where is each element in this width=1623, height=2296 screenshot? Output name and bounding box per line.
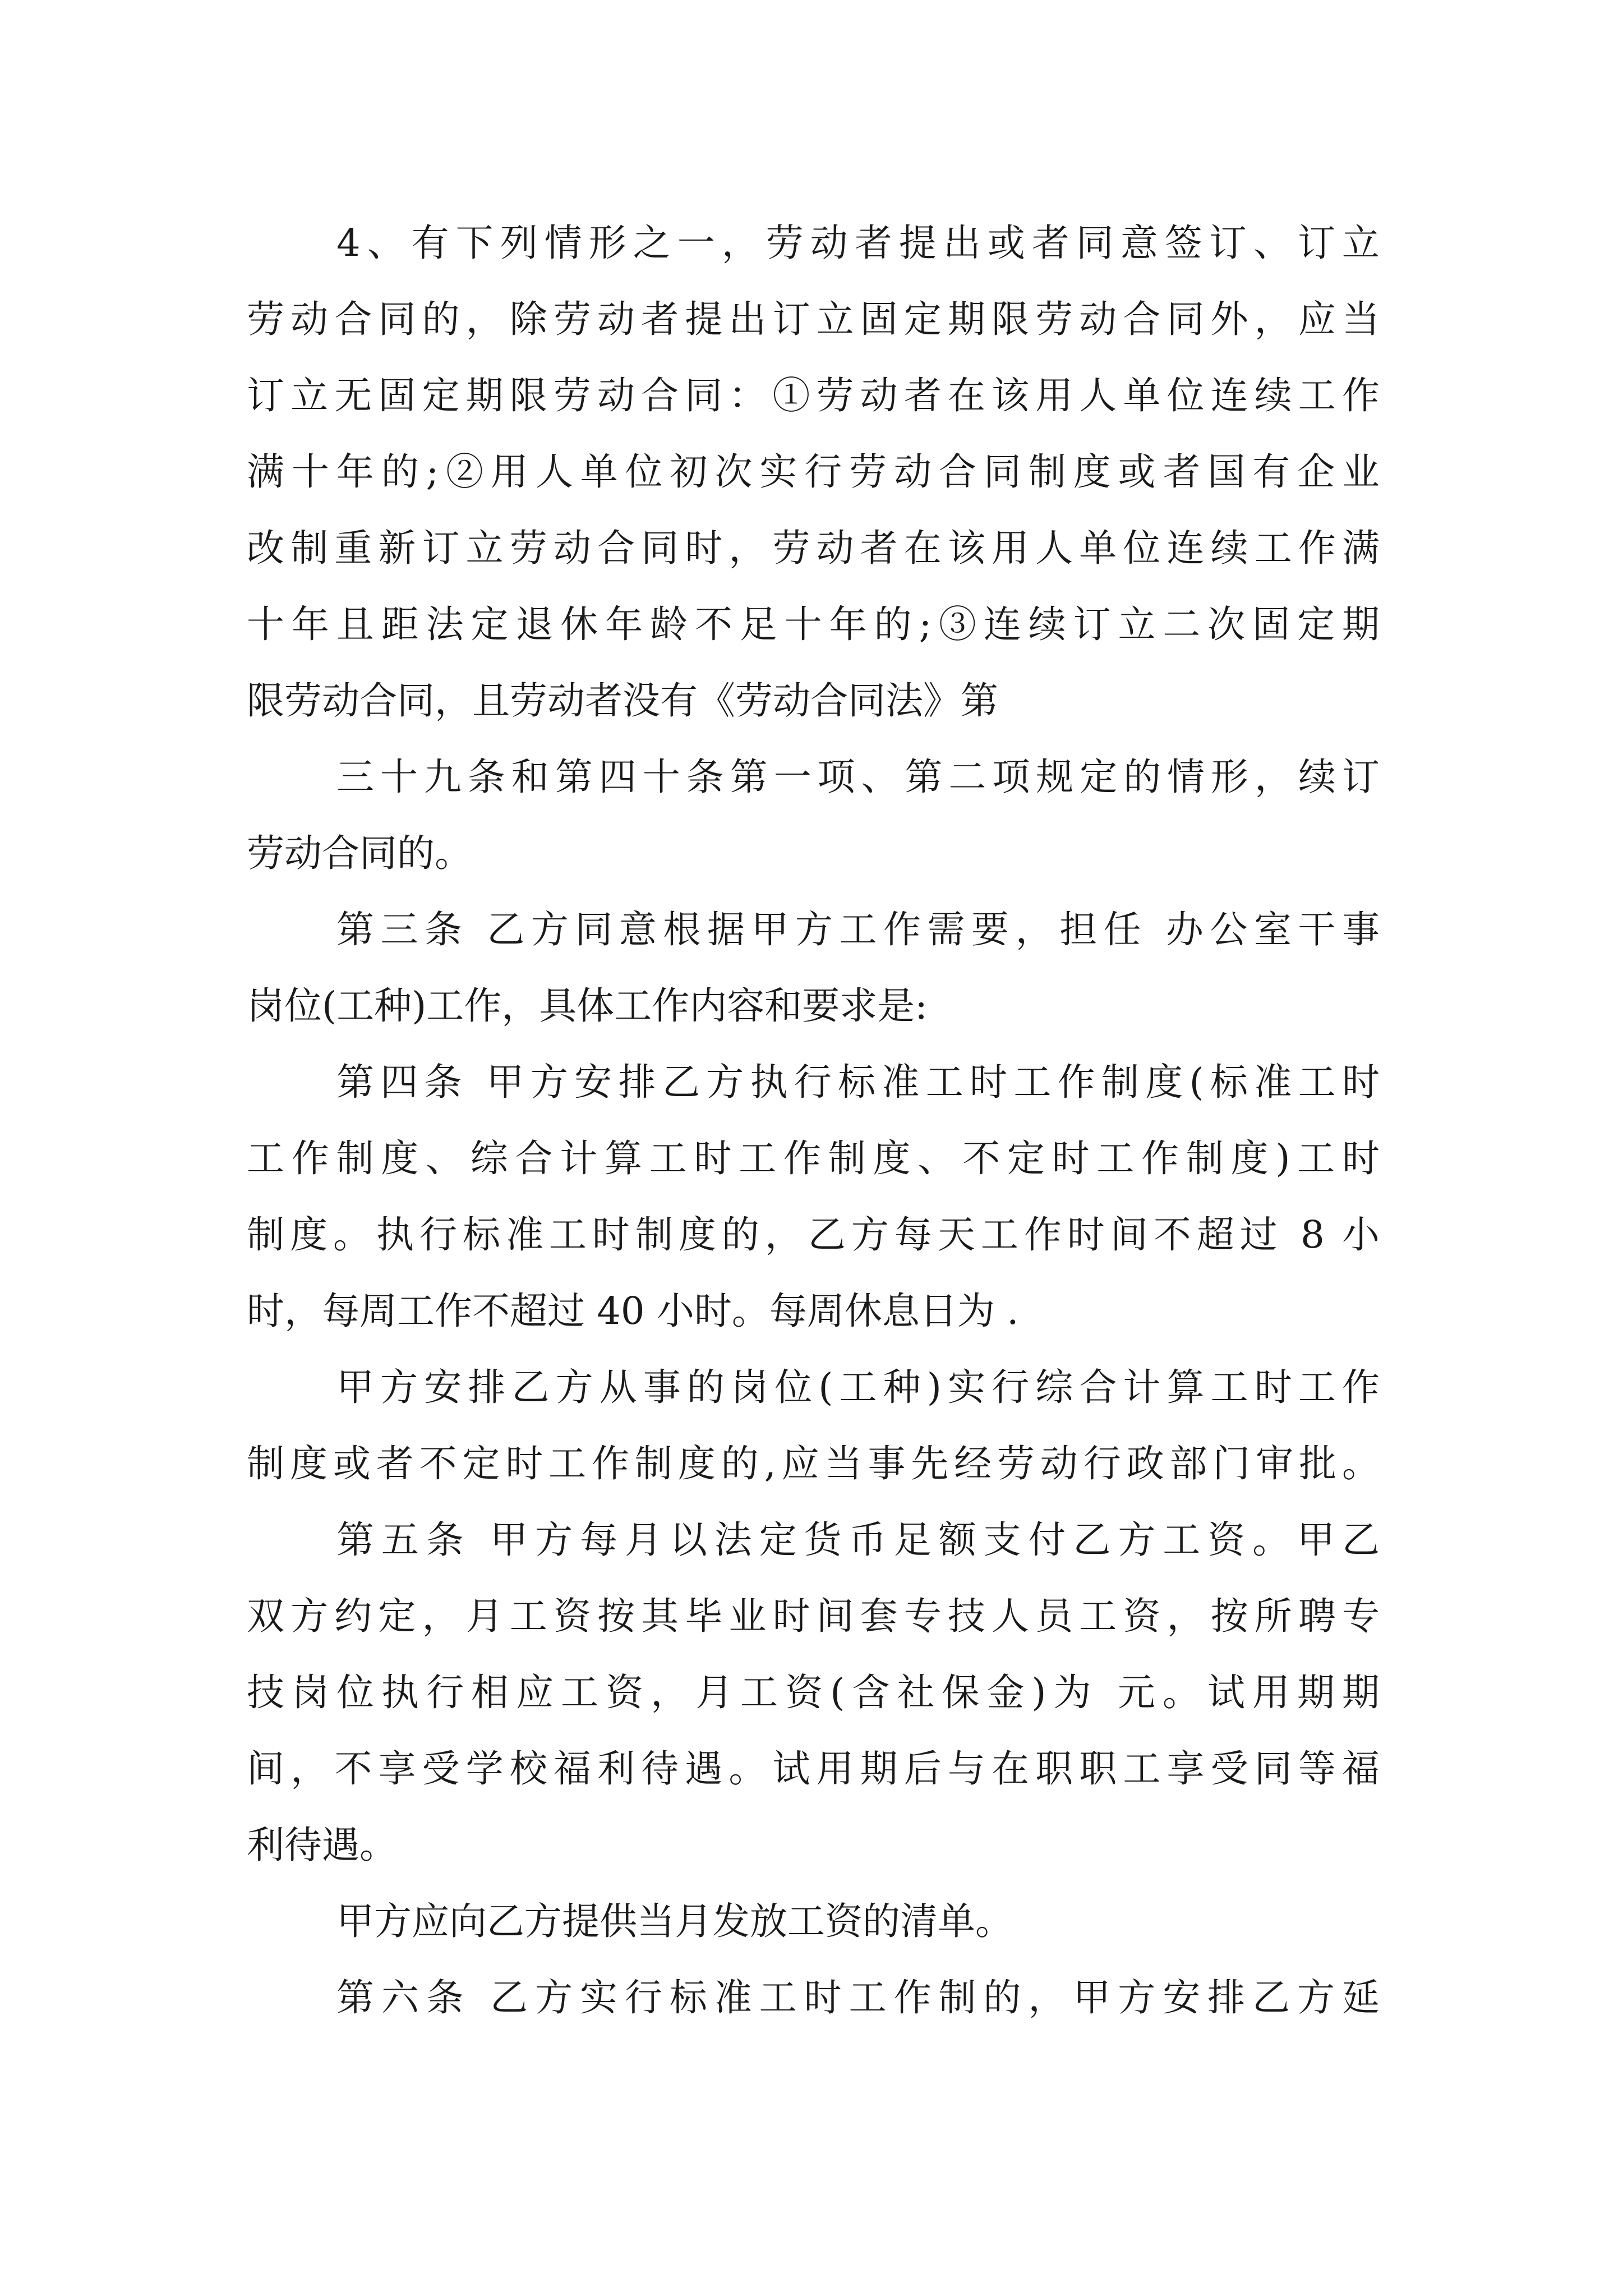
- text-line: 技岗位执行相应工资，月工资(含社保金)为 元。试用期期: [247, 1671, 1380, 1714]
- text-line: 三十九条和第四十条第一项、第二项规定的情形，续订: [336, 755, 1380, 799]
- text-line: 甲方应向乙方提供当月发放工资的清单。: [336, 1899, 1013, 1943]
- text-line: 第四条 甲方安排乙方执行标准工时工作制度(标准工时: [336, 1060, 1380, 1104]
- text-line: 利待遇。: [247, 1823, 397, 1867]
- text-line: 岗位(工种)工作，具体工作内容和要求是:: [247, 984, 928, 1028]
- text-line: 4、有下列情形之一，劳动者提出或者同意签订、订立: [336, 221, 1380, 265]
- text-line: 工作制度、综合计算工时工作制度、不定时工作制度)工时: [247, 1137, 1380, 1180]
- text-line: 第六条 乙方实行标准工时工作制的，甲方安排乙方延: [336, 1976, 1380, 2019]
- text-line: 劳动合同的，除劳动者提出订立固定期限劳动合同外，应当: [247, 297, 1380, 341]
- text-line: 劳动合同的。: [247, 831, 472, 875]
- text-line: 间，不享受学校福利待遇。试用期后与在职职工享受同等福: [247, 1747, 1380, 1791]
- text-line: 限劳动合同，且劳动者没有《劳动合同法》第: [247, 679, 998, 723]
- document-body: [247, 205, 1380, 2036]
- text-line: 制度或者不定时工作制度的,应当事先经劳动行政部门审批。: [247, 1442, 1380, 1485]
- text-line: 第五条 甲方每月以法定货币足额支付乙方工资。甲乙: [336, 1518, 1380, 1562]
- text-line: 十年且距法定退休年龄不足十年的;③连续订立二次固定期: [247, 602, 1380, 646]
- text-line: 改制重新订立劳动合同时，劳动者在该用人单位连续工作满: [247, 526, 1380, 570]
- text-line: 第三条 乙方同意根据甲方工作需要，担任 办公室干事: [336, 908, 1380, 951]
- text-line: 甲方安排乙方从事的岗位(工种)实行综合计算工时工作: [336, 1365, 1380, 1409]
- text-line: 满十年的;②用人单位初次实行劳动合同制度或者国有企业: [247, 450, 1380, 494]
- text-line: 双方约定，月工资按其毕业时间套专技人员工资，按所聘专: [247, 1594, 1380, 1638]
- text-line: 时，每周工作不超过 40 小时。每周休息日为 .: [247, 1289, 1019, 1333]
- text-line: 订立无固定期限劳动合同：①劳动者在该用人单位连续工作: [247, 374, 1380, 417]
- text-line: 制度。执行标准工时制度的，乙方每天工作时间不超过 8 小: [247, 1213, 1380, 1257]
